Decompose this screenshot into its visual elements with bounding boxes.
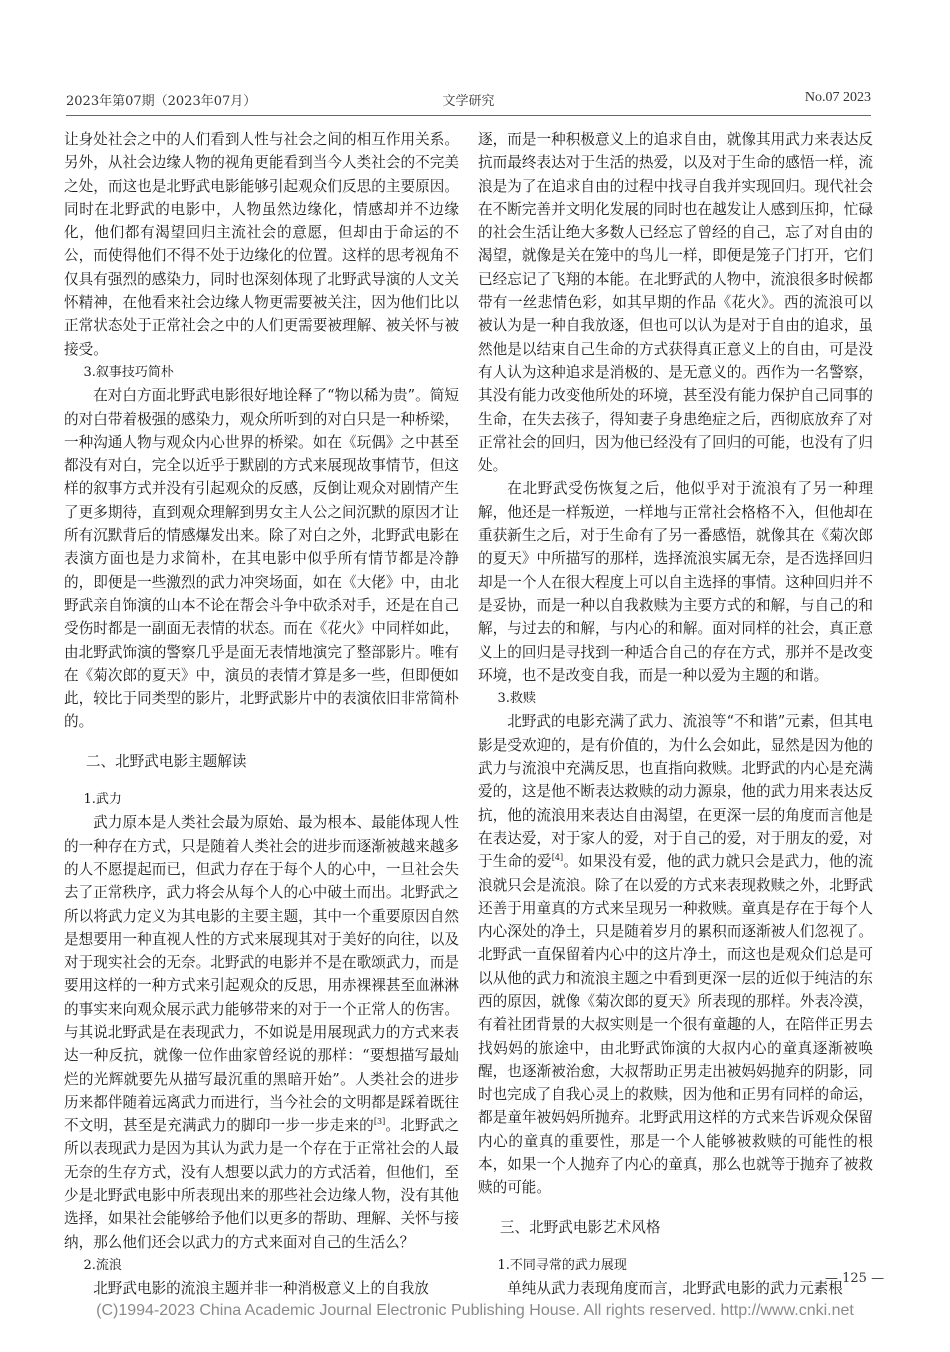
subheading-force: 1.武力 [83, 792, 122, 808]
right-column [478, 128, 873, 1301]
paragraph: 北野武电影的流浪主题并非一种消极意义上的自我放 [93, 1280, 429, 1298]
subheading-unusual-force: 1.不同寻常的武力展现 [497, 1257, 627, 1273]
paragraph: 逐，而是一种积极意义上的追求自由，就像其用武力来表达反抗而最终表达对于生活的热爱，以及对于生命的感悟一样，流浪是为了在追求自由的过程中找寻自我并实现回归。现代社会在不断完善并文明化发展的同时也在越发让人感到压抑，忙碌的社会生活让绝大多数人已经忘了曾经的自己，忘了对自由的渴望，就像是关在笼中的鸟儿一样，即便是笼子门打开，它们已经忘记了飞翔的本能。在北野武的人物中，流浪很多时候都带有一丝悲情色彩，如其早期的作品《花火》。西的流浪可以被认为是一种自我放逐，但也可以认为是对于自由的追求，虽然他是以结束自己生命的方式获得真正意义上的自由，可是没有人认为这种追求是消极的、是无意义的。西作为一名警察，其没有能力改变他所处的环境，甚至没有能力保护自己同事的生命，在失去孩子，得知妻子身患绝症之后，西彻底放弃了对正常社会的回归，因为他已经没有了回归的可能，也没有了归处。 [478, 131, 873, 475]
page-number: — 125 — [825, 1271, 885, 1286]
paragraph: 在对白方面北野武电影很好地诠释了“物以稀为贵”。简短的对白带着极强的感染力，观众所听到的对白只是一种桥梁，一种沟通人物与观众内心世界的桥梁。如在《玩偶》之中甚至都没有对白，完全以近乎于默剧的方式来展现故事情节，但这样的叙事方式并没有引起观众的反感，反倒让观众对剧情产生了更多期待，直到观众理解到男女主人公之间沉默的原因才让所有沉默背后的情感爆发出来。除了对白之外，北野武电影在表演方面也是力求简朴，在其电影中似乎所有情节都是冷静的，即便是一些激烈的武力冲突场面，如在《大佬》中，由北野武亲自饰演的山本不论在帮会斗争中砍杀对手，还是在自己受伤时都是一副面无表情的状态。而在《花火》中同样如此，由北野武饰演的警察几乎是面无表情地演完了整部影片。唯有在《菊次郎的夏天》中，演员的表情才算是多一些，但即便如此，较比于同类型的影片，北野武影片中的表演依旧非常简朴的。 [64, 387, 459, 731]
section-heading-3: 三、北野武电影艺术风格 [499, 1218, 661, 1236]
paragraph: 在北野武受伤恢复之后，他似乎对于流浪有了另一种理解，他还是一样叛逆，一样地与正常社会格格不入，但他却在重获新生之后，对于生命有了另一番感悟，就像其在《菊次郎的夏天》中所描写的那样，选择流浪实属无奈，是否选择回归却是一个人在很大程度上可以自主选择的事情。这种回归并不是妥协，而是一种以自我救赎为主要方式的和解，与自己的和解，与过去的和解，与内心的和解。面对同样的社会，真正意义上的回归是寻找到一种适合自己的存在方式，那并不是改变环境，也不是改变自我，而是一种以爱为主题的和谐。 [478, 480, 873, 684]
subheading-redemption: 3.救赎 [497, 691, 536, 707]
text-run: 。北野武之所以表现武力是因为其认为武力是一个存在于正常社会的人最无奈的生存方式，没有人想要以武力的方式活着，但他们，至少是北野武电影中所表现出来的那些社会边缘人物，没有其他选择，如果社会能够给予他们以更多的帮助、理解、关怀与接纳，那么他们还会以武力的方式来面对自己的生活么？ [64, 1117, 459, 1251]
copyright-footer: (C)1994-2023 China Academic Journal Electronic Publishing House. All rights reserved. http://www.cnki.net [96, 1302, 854, 1319]
paragraph [478, 710, 873, 1199]
paragraph: 让身处社会之中的人们看到人性与社会之间的相互作用关系。另外，从社会边缘人物的视角更能看到当今人类社会的不完美之处，而这也是北野武电影能够引起观众们反思的主要原因。同时在北野武的电影中，人物虽然边缘化，情感却并不边缘化，他们都有渴望回归主流社会的意愿，但却由于命运的不公，而使得他们不得不处于边缘化的位置。这样的思考视角不仅具有强烈的感染力，同时也深刻体现了北野武导演的人文关怀精神，在他看来社会边缘人物更需要被关注，因为他们比以正常状态处于正常社会之中的人们更需要被理解、被关怀与被接受。 [64, 131, 459, 358]
citation-ref: [3] [373, 1117, 386, 1127]
running-header [66, 90, 871, 110]
text-run: 。如果没有爱，他的武力就只会是武力，他的流浪就只会是流浪。除了在以爱的方式来表现救赎之外，北野武还善于用童真的方式来呈现另一种救赎。童真是存在于每个人内心深处的净土，只是随着岁月的累积而逐渐被人们忽视了。北野武一直保留着内心中的这片净土，而这也是观众们总是可以从他的武力和流浪主题之中看到更深一层的近似于纯洁的东西的原因，就像《菊次郎的夏天》所表现的那样。外表冷漠，有着社团背景的大叔实则是一个很有童趣的人，在陪伴正男去找妈妈的旅途中，由北野武饰演的大叔内心的童真逐渐被唤醒，也逐渐被治愈，大叔帮助正男走出被妈妈抛弃的阴影，同时也完成了自我心灵上的救赎，因为他和正男有同样的命运，都是童年被妈妈所抛弃。北野武用这样的方式来告诉观众保留内心的童真的重要性，那是一个人能够被救赎的可能性的根本，如果一个人抛弃了内心的童真，那么也就等于抛弃了被救赎的可能。 [478, 853, 873, 1197]
section-heading-2: 二、北野武电影主题解读 [85, 752, 247, 770]
left-column [64, 128, 459, 1301]
paragraph [64, 811, 459, 1254]
journal-section: 文学研究 [442, 94, 495, 109]
text-run: 北野武的电影充满了武力、流浪等“不和谐”元素，但其电影是受欢迎的，是有价值的，为什么会如此，显然是因为他的武力与流浪中充满反思，也直指向救赎。北野武的内心是充满爱的，这是他不断表达救赎的动力源泉，他的武力用来表达反抗，他的流浪用来表达自由渴望，在更深一层的角度而言他是在表达爱，对于家人的爱，对于自己的爱，对于朋友的爱，对于生命的爱 [478, 713, 873, 871]
header-rule [66, 115, 871, 116]
citation-ref: [4] [551, 853, 564, 863]
text-run: 武力原本是人类社会最为原始、最为根本、最能体现人性的一种存在方式，只是随着人类社会的进步而逐渐被越来越多的人不愿提起而已，但武力存在于每个人的心中，一旦社会失去了正常秩序，武力将会从每个人的心中破土而出。北野武之所以将武力定义为其电影的主要主题，其中一个重要原因自然是想要用一种直视人性的方式来展现其对于美好的向往，以及对于现实社会的无奈。北野武的电影并不是在歌颂武力，而是要用这样的一种方式来引起观众的反思，用赤裸裸甚至血淋淋的事实来向观众展示武力能够带来的对于一个正常人的伤害。与其说北野武是在表现武力，不如说是用展现武力的方式来表达一种反抗，就像一位作曲家曾经说的那样：“要想描写最灿烂的光辉就要先从描写最沉重的黑暗开始”。人类社会的进步历来都伴随着远离武力而进行，当今社会的文明都是踩着既往不文明，甚至是充满武力的脚印一步一步走来的 [64, 814, 459, 1135]
paragraph: 单纯从武力表现角度而言，北野武电影的武力元素根 [507, 1280, 843, 1298]
journal-issue: 2023年第07期（2023年07月） [66, 94, 257, 109]
subheading-narrative: 3.叙事技巧简朴 [83, 364, 174, 380]
subheading-wandering: 2.流浪 [83, 1257, 122, 1273]
issue-number: No.07 2023 [804, 90, 871, 105]
